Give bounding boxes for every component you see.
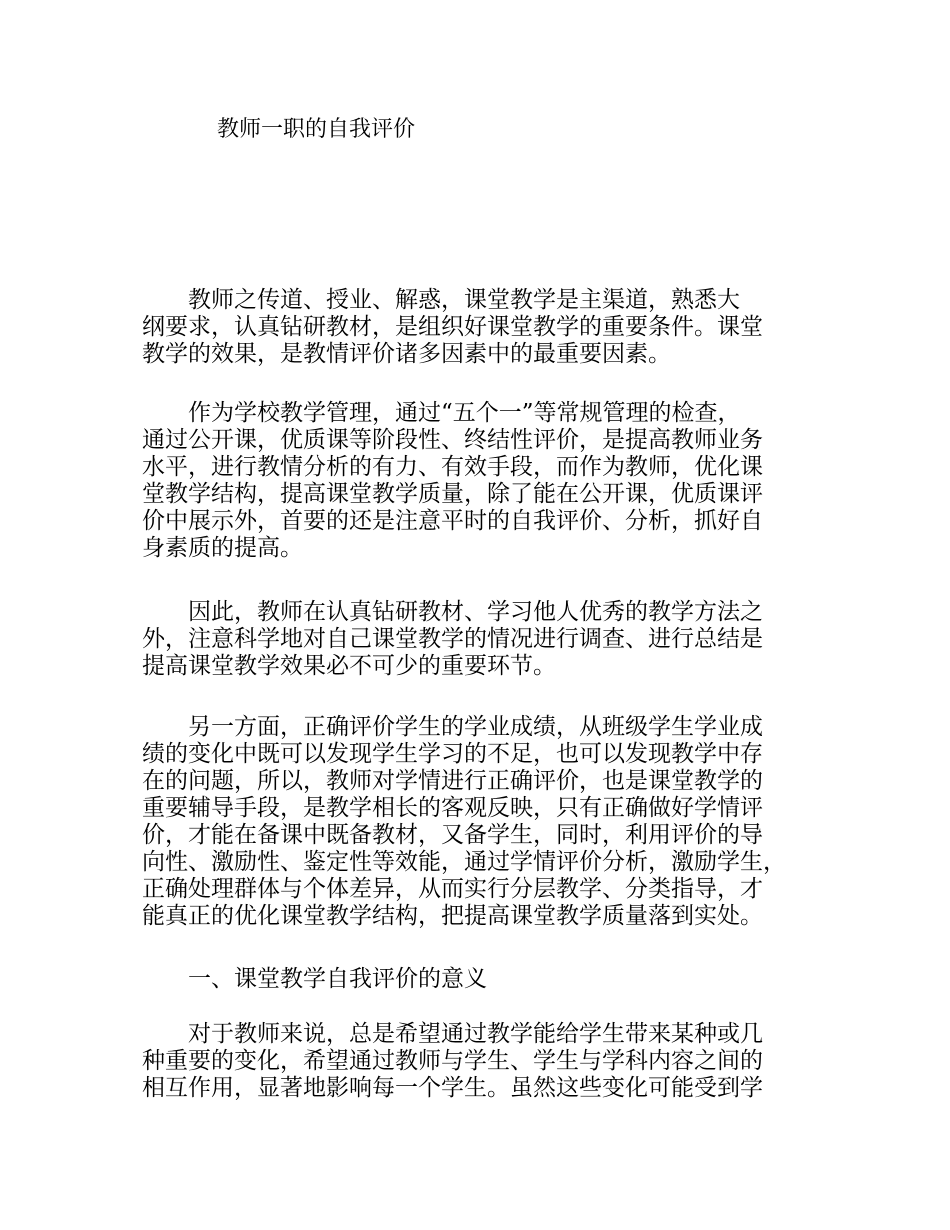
section-heading-text: 一、课堂教学自我评价的意义	[142, 966, 487, 992]
paragraph-management	[142, 400, 822, 562]
paragraph-on-the-other-hand	[142, 714, 822, 930]
text-line: 教学的效果，是教情评价诸多因素中的最重要因素。	[142, 341, 671, 367]
paragraph-significance	[142, 1021, 822, 1102]
text-line: 价，才能在备课中既备教材，又备学生，同时，利用评价的导	[142, 822, 763, 848]
text-line: 提高课堂教学效果必不可少的重要环节。	[142, 653, 556, 679]
text-line: 通过公开课，优质课等阶段性、终结性评价，是提高教师业务	[142, 427, 763, 453]
text-line: 身素质的提高。	[142, 535, 303, 561]
text-line: 向性、激励性、鉴定性等效能，通过学情评价分析，激励学生，	[142, 849, 786, 875]
text-line: 正确处理群体与个体差异，从而实行分层教学、分类指导，才	[142, 876, 763, 902]
text-line: 种重要的变化，希望通过教师与学生、学生与学科内容之间的	[142, 1048, 763, 1074]
section-heading	[142, 966, 822, 993]
text-line: 作为学校教学管理，通过“五个一”等常规管理的检查，	[142, 400, 741, 426]
text-line: 在的问题，所以，教师对学情进行正确评价，也是课堂教学的	[142, 768, 763, 794]
text-line: 因此，教师在认真钻研教材、学习他人优秀的教学方法之	[142, 599, 763, 625]
text-line: 对于教师来说，总是希望通过教学能给学生带来某种或几	[142, 1021, 763, 1047]
text-line: 能真正的优化课堂教学结构，把提高课堂教学质量落到实处。	[142, 903, 763, 929]
paragraph-intro	[142, 287, 822, 368]
paragraph-therefore	[142, 599, 822, 680]
document-title: 教师一职的自我评价	[217, 117, 416, 142]
text-line: 水平，进行教情分析的有力、有效手段，而作为教师，优化课	[142, 454, 763, 480]
text-line: 绩的变化中既可以发现学生学习的不足，也可以发现教学中存	[142, 741, 763, 767]
text-line: 价中展示外，首要的还是注意平时的自我评价、分析，抓好自	[142, 508, 763, 534]
text-line: 外，注意科学地对自己课堂教学的情况进行调查、进行总结是	[142, 626, 763, 652]
text-line: 另一方面，正确评价学生的学业成绩，从班级学生学业成	[142, 714, 763, 740]
text-line: 堂教学结构，提高课堂教学质量，除了能在公开课，优质课评	[142, 481, 763, 507]
text-line: 重要辅导手段，是教学相长的客观反映，只有正确做好学情评	[142, 795, 763, 821]
text-line: 相互作用，显著地影响每一个学生。虽然这些变化可能受到学	[142, 1075, 763, 1101]
text-line: 纲要求，认真钻研教材，是组织好课堂教学的重要条件。课堂	[142, 314, 763, 340]
text-line: 教师之传道、授业、解惑，课堂教学是主渠道，熟悉大	[142, 287, 740, 313]
